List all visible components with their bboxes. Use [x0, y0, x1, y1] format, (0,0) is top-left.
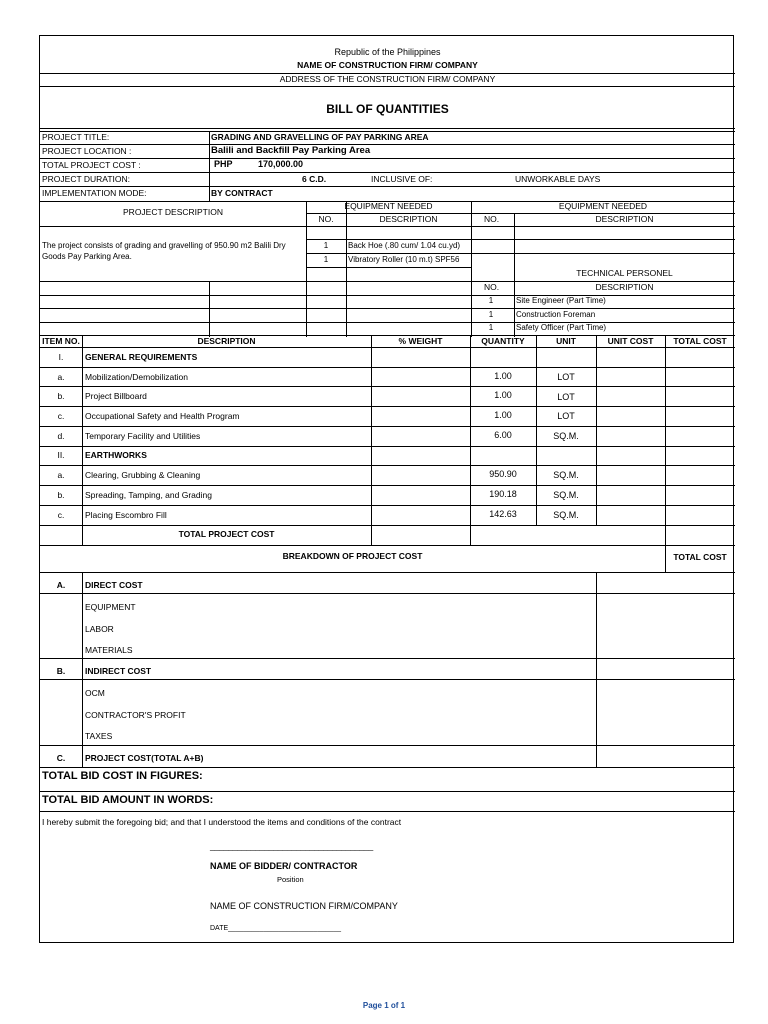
equipment-desc-1: Back Hoe (.80 cum/ 1.04 cu.yd)	[348, 241, 461, 250]
breakdown-total-cost-header: TOTAL COST	[673, 552, 727, 562]
indirect-cost-ocm: OCM	[85, 688, 105, 698]
rule	[40, 426, 735, 427]
direct-cost-materials: MATERIALS	[85, 645, 133, 655]
rule	[40, 322, 735, 323]
col-total-cost: TOTAL COST	[673, 336, 727, 346]
boq-row-quantity: 1.00	[494, 410, 512, 420]
rule	[40, 347, 735, 348]
page-indicator: Page 1 of 1	[362, 1001, 406, 1010]
col-description: DESCRIPTION	[197, 336, 256, 346]
boq-row-item: c.	[57, 411, 65, 421]
equipment-needed-header-2: EQUIPMENT NEEDED	[558, 201, 648, 211]
rule	[40, 485, 735, 486]
technical-personnel-header: TECHNICAL PERSONEL	[576, 268, 673, 278]
rule	[40, 158, 735, 159]
rule	[40, 86, 735, 87]
date-line: _____________________________	[228, 925, 342, 932]
boq-row-item: d.	[57, 431, 65, 441]
republic-text: Republic of the Philippines	[334, 47, 441, 57]
boq-row-description: Placing Escombro Fill	[85, 510, 167, 520]
boq-row-unit: SQ.M.	[553, 510, 579, 520]
boq-row-quantity: 6.00	[494, 430, 512, 440]
project-duration-value: 6 C.D.	[302, 174, 327, 184]
rule	[40, 811, 735, 812]
col-unit: UNIT	[556, 336, 576, 346]
breakdown-header: BREAKDOWN OF PROJECT COST	[282, 551, 423, 561]
boq-row-description: Project Billboard	[85, 391, 147, 401]
personnel-desc-1: Site Engineer (Part Time)	[516, 296, 606, 305]
rule	[40, 593, 735, 594]
boq-row-quantity: 142.63	[489, 509, 517, 519]
rule	[40, 226, 735, 227]
rule	[40, 658, 735, 659]
project-duration-label: PROJECT DURATION:	[42, 174, 130, 184]
personnel-no-2: 1	[488, 310, 494, 319]
personnel-no-1: 1	[488, 296, 494, 305]
rule	[209, 131, 210, 201]
boq-row-quantity: 190.18	[489, 489, 517, 499]
personnel-desc-2: Construction Foreman	[516, 310, 596, 319]
direct-cost-labor: LABOR	[85, 624, 114, 634]
boq-row-item: c.	[57, 510, 65, 520]
boq-row-description: Occupational Safety and Health Program	[85, 411, 240, 421]
rule	[40, 791, 735, 792]
no-header: NO.	[318, 214, 334, 224]
boq-row-unit: SQ.M.	[553, 431, 579, 441]
boq-row-item: b.	[57, 490, 65, 500]
boq-row-description: Spreading, Tamping, and Grading	[85, 490, 212, 500]
rule	[40, 308, 735, 309]
implementation-mode-value: BY CONTRACT	[211, 188, 273, 198]
rule	[306, 213, 735, 214]
project-cost-total-label: C.	[56, 753, 66, 763]
rule	[306, 267, 471, 268]
direct-cost-label: A.	[56, 580, 66, 590]
direct-cost-title: DIRECT COST	[85, 580, 143, 590]
indirect-cost-profit: CONTRACTOR'S PROFIT	[85, 710, 186, 720]
rule	[596, 335, 597, 525]
signature-line: ____________________________________	[210, 841, 373, 851]
rule	[40, 525, 735, 526]
indirect-cost-label: B.	[56, 666, 66, 676]
rule	[40, 186, 735, 187]
boq-row-quantity: 1.00	[494, 371, 512, 381]
project-location-value: Balili and Backfill Pay Parking Area	[211, 145, 371, 156]
rule	[40, 446, 735, 447]
equipment-no-2: 1	[323, 255, 329, 264]
rule	[40, 572, 735, 573]
rule	[40, 144, 735, 145]
total-bid-words-label: TOTAL BID AMOUNT IN WORDS:	[42, 794, 214, 806]
boq-row-quantity: 950.90	[489, 469, 517, 479]
personnel-no-header: NO.	[484, 282, 500, 292]
implementation-mode-label: IMPLEMENTATION MODE:	[42, 188, 147, 198]
firm-name: NAME OF CONSTRUCTION FIRM/ COMPANY	[297, 60, 478, 70]
equipment-desc-2: Vibratory Roller (10 m.t) SPF56	[348, 255, 460, 264]
boq-row-unit: SQ.M.	[553, 490, 579, 500]
project-title-value: GRADING AND GRAVELLING OF PAY PARKING AREA	[211, 132, 429, 142]
rule	[40, 295, 735, 296]
rule	[306, 239, 735, 240]
project-cost-label: TOTAL PROJECT COST :	[42, 160, 141, 170]
boq-row-item: a.	[57, 372, 65, 382]
col-quantity: QUANTITY	[481, 336, 525, 346]
rule	[596, 572, 597, 767]
project-description-header: PROJECT DESCRIPTION	[123, 207, 223, 217]
col-weight: % WEIGHT	[398, 336, 443, 346]
personnel-desc-3: Safety Officer (Part Time)	[516, 323, 607, 332]
bidder-name-label: NAME OF BIDDER/ CONTRACTOR	[210, 861, 358, 871]
boq-row-unit: LOT	[557, 411, 575, 421]
boq-row-quantity: 1.00	[494, 390, 512, 400]
description-header-2: DESCRIPTION	[595, 214, 654, 224]
rule	[40, 128, 735, 129]
col-unit-cost: UNIT COST	[607, 336, 654, 346]
direct-cost-equipment: EQUIPMENT	[85, 602, 136, 612]
firm-name-label: NAME OF CONSTRUCTION FIRM/COMPANY	[210, 901, 398, 911]
boq-row-unit: LOT	[557, 372, 575, 382]
boq-row-item: II.	[57, 450, 65, 460]
project-cost-total-title: PROJECT COST(TOTAL A+B)	[85, 753, 204, 763]
boq-row-unit: LOT	[557, 392, 575, 402]
no-header-2: NO.	[484, 214, 500, 224]
boq-row-description: Clearing, Grubbing & Cleaning	[85, 470, 201, 480]
rule	[306, 253, 735, 254]
rule	[40, 465, 735, 466]
equipment-no-1: 1	[323, 241, 329, 250]
bid-statement: I hereby submit the foregoing bid; and that I understood the items and conditions of the contract	[42, 817, 402, 827]
rule	[40, 386, 735, 387]
project-cost-currency: PHP	[214, 159, 233, 169]
project-title-label: PROJECT TITLE:	[42, 132, 110, 142]
total-bid-figures-label: TOTAL BID COST IN FIGURES:	[42, 770, 203, 782]
rule	[40, 505, 735, 506]
rule	[82, 572, 83, 767]
rule	[40, 679, 735, 680]
date-label	[210, 925, 341, 932]
personnel-no-3: 1	[488, 323, 494, 332]
boq-row-description: GENERAL REQUIREMENTS	[85, 352, 198, 362]
indirect-cost-title: INDIRECT COST	[85, 666, 152, 676]
bill-of-quantities-sheet	[39, 35, 734, 943]
rule	[209, 281, 210, 337]
boq-row-description: Mobilization/Demobilization	[85, 372, 188, 382]
project-location-label: PROJECT LOCATION :	[42, 146, 132, 156]
inclusive-label: INCLUSIVE OF:	[371, 174, 433, 184]
boq-row-item: b.	[57, 391, 65, 401]
firm-address: ADDRESS OF THE CONSTRUCTION FIRM/ COMPANY	[279, 74, 496, 84]
rule	[40, 745, 735, 746]
total-project-cost-label: TOTAL PROJECT COST	[178, 529, 275, 539]
boq-row-unit: SQ.M.	[553, 470, 579, 480]
rule	[40, 767, 735, 768]
project-cost-value: 170,000.00	[258, 159, 304, 169]
project-description-line-2: Goods Pay Parking Area.	[42, 252, 132, 261]
boq-row-description: Temporary Facility and Utilities	[85, 431, 201, 441]
description-header: DESCRIPTION	[379, 214, 438, 224]
date-label-text: DATE	[210, 925, 229, 932]
rule	[40, 406, 735, 407]
boq-row-item: a.	[57, 470, 65, 480]
rule	[40, 172, 735, 173]
unworkable-days-label: UNWORKABLE DAYS	[515, 174, 601, 184]
col-item-no: ITEM NO.	[42, 336, 80, 346]
rule	[40, 545, 735, 546]
equipment-needed-header: EQUIPMENT NEEDED	[344, 201, 433, 211]
boq-row-item: I.	[58, 352, 64, 362]
project-description-line-1: The project consists of grading and gravelling of 950.90 m2 Balili Dry	[42, 241, 286, 250]
indirect-cost-taxes: TAXES	[85, 731, 113, 741]
document-title: BILL OF QUANTITIES	[326, 102, 449, 116]
boq-row-description: EARTHWORKS	[85, 450, 147, 460]
rule	[40, 367, 735, 368]
personnel-description-header: DESCRIPTION	[595, 282, 654, 292]
position-label: Position	[277, 875, 304, 884]
